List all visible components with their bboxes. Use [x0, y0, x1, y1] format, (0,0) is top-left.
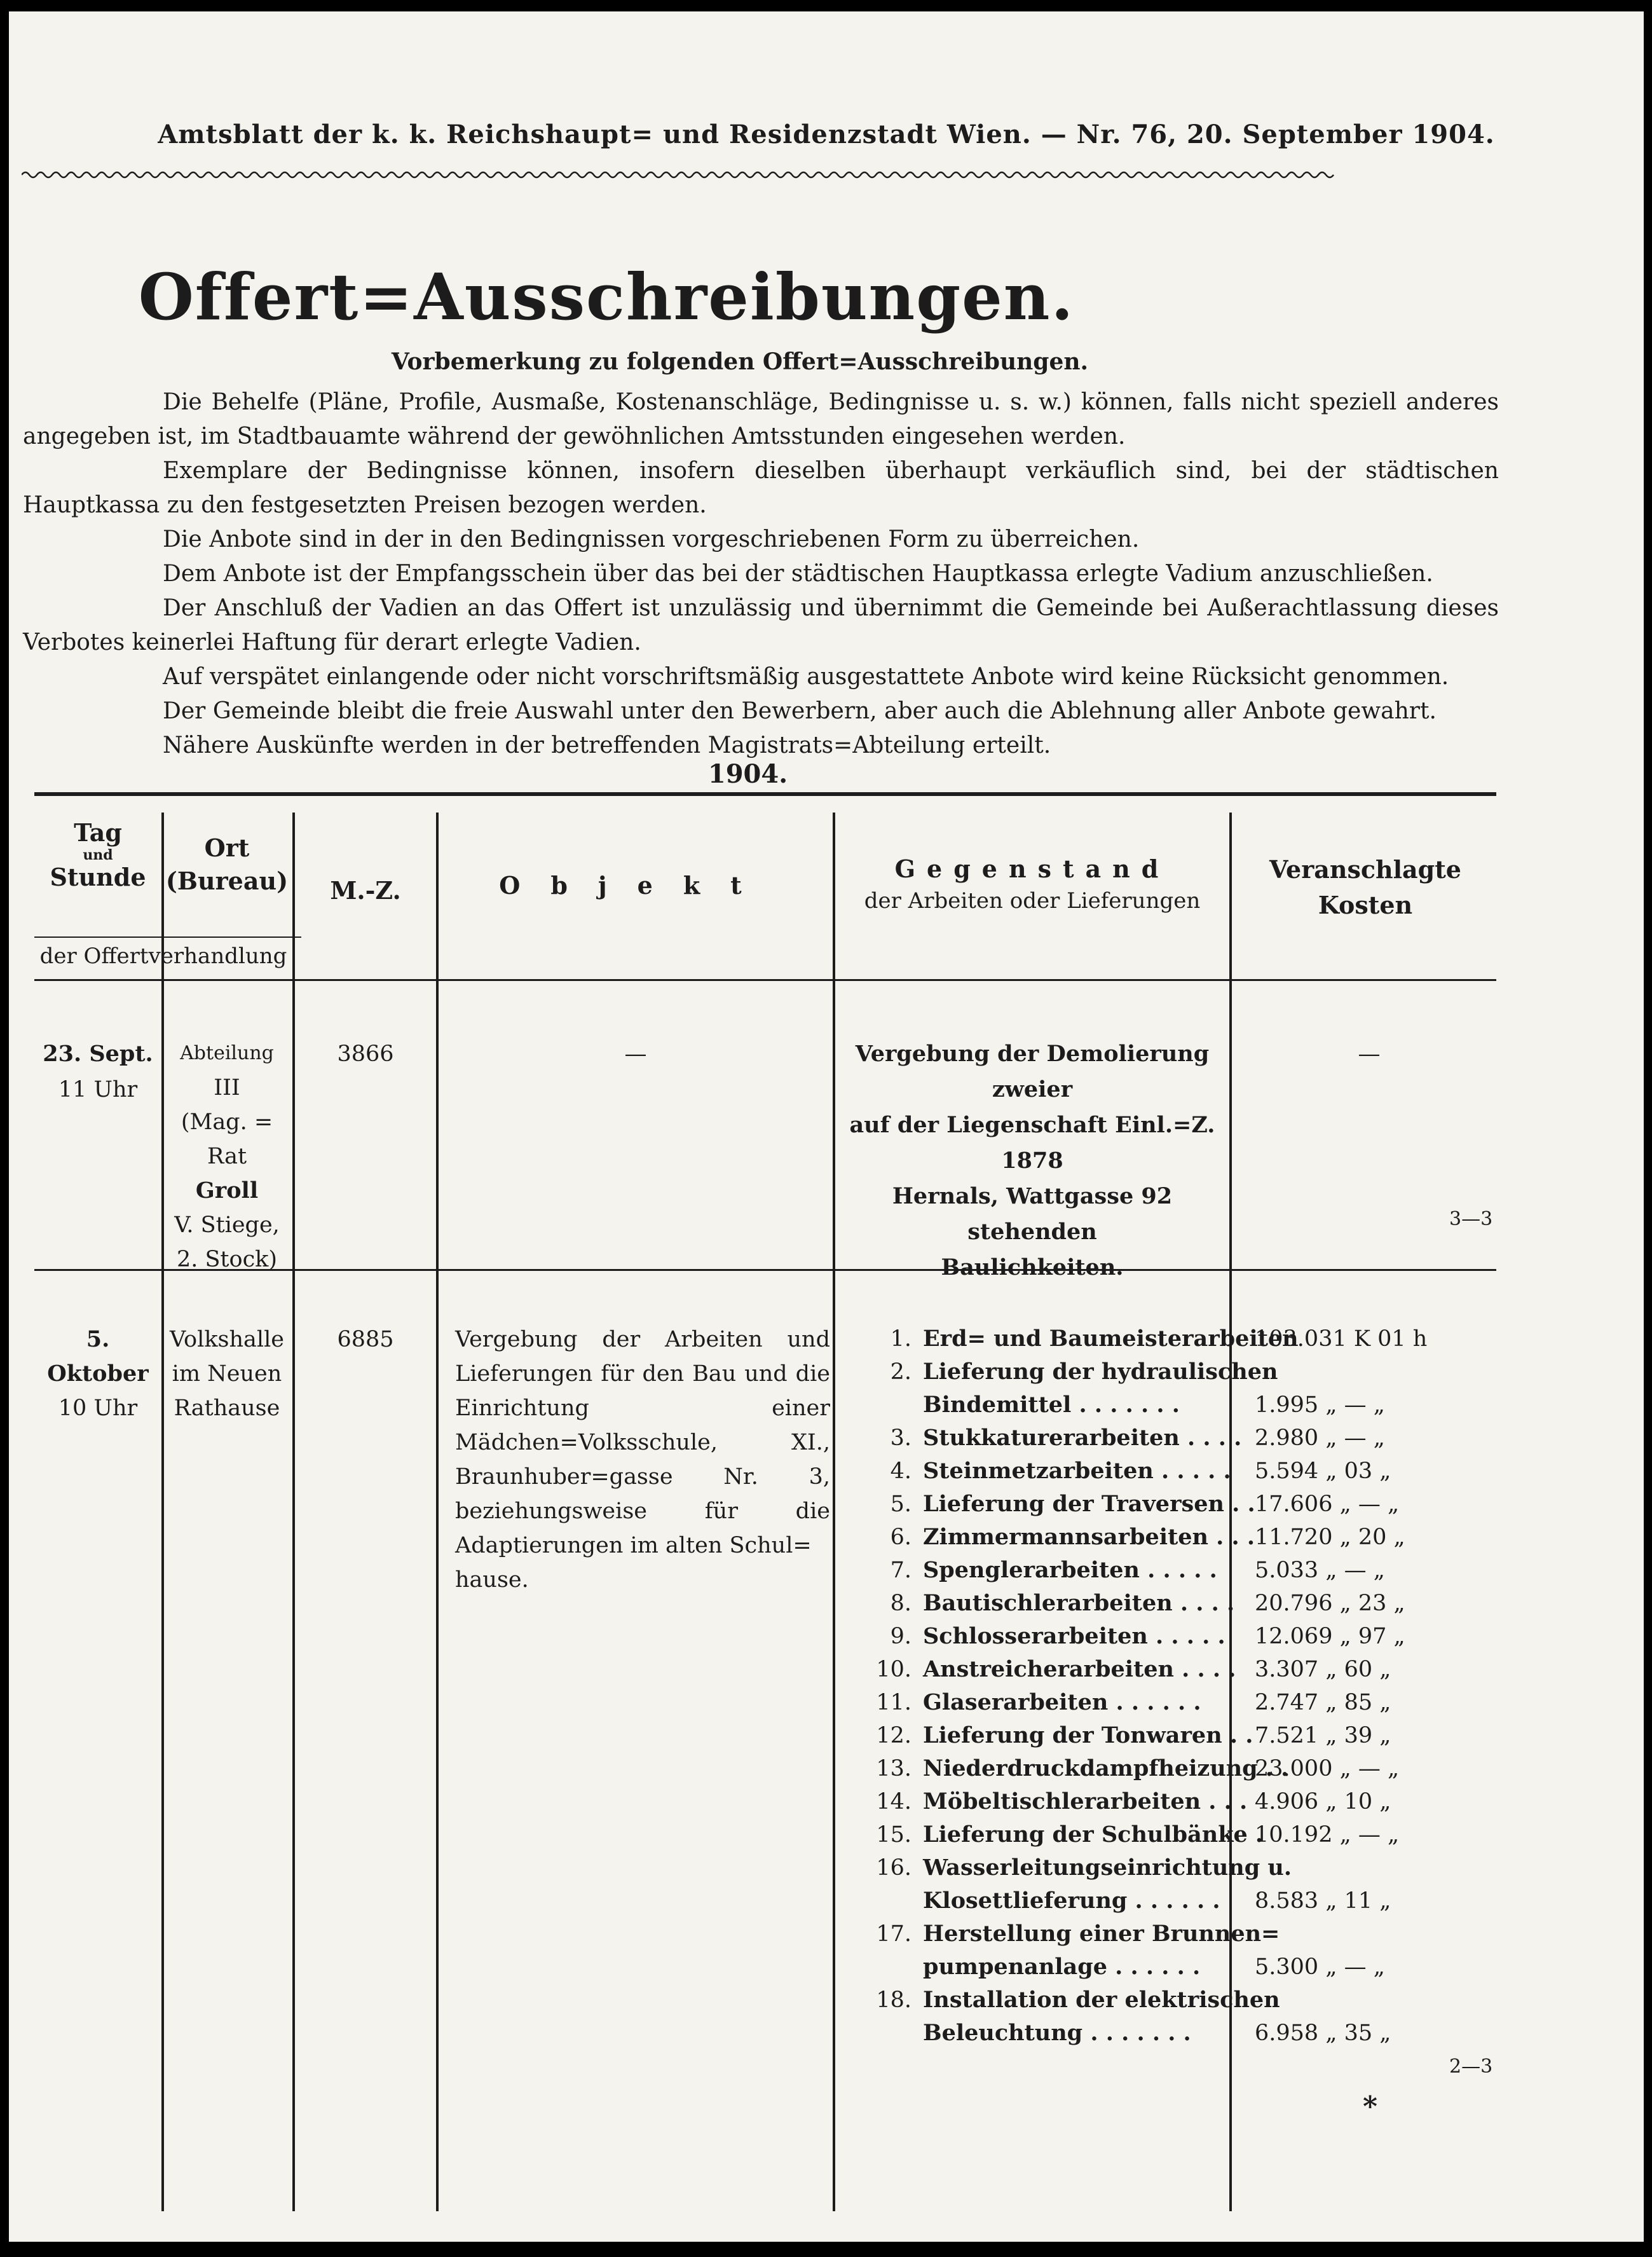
item-cost: 10.192 „ — „ — [1255, 1822, 1400, 1848]
entry1-ort-line: Groll — [195, 1177, 259, 1204]
entry2-objekt-text: Vergebung der Arbeiten und Lieferungen für den Bau und die Einrichtung einer Mädchen=Volksschule, XI., Braunhuber=gasse Nr. 3, beziehungsweise für die Adaptierungen im alten Schul= — [455, 1327, 830, 1558]
item-cost: 23.000 „ — „ — [1255, 1756, 1400, 1781]
item-text: Spenglerarbeiten . . . . . — [923, 1557, 1217, 1583]
item-number: 1. — [890, 1326, 911, 1352]
item-cost: 12.069 „ 97 „ — [1255, 1624, 1405, 1649]
column-rule — [436, 813, 439, 2211]
list-item — [848, 1686, 1623, 1719]
note-paragraph: Die Anbote sind in der in den Bedingnissen vorgeschriebenen Form zu überreichen. — [163, 526, 1140, 552]
item-cost: 17.606 „ — „ — [1255, 1492, 1400, 1517]
item-cost: 4.906 „ 10 „ — [1255, 1789, 1391, 1815]
header-tag-stunde — [34, 819, 161, 891]
list-item — [848, 1521, 1623, 1554]
item-number: 10. — [876, 1657, 911, 1682]
note-paragraph: Exemplare der Bedingnisse können, insofern dieselben überhaupt verkäuflich sind, bei der städtischen Hauptkassa zu den festgesetzten Preisen bezogen werden. — [23, 458, 1499, 518]
header-gegenstand-label: Gegenstand — [894, 854, 1170, 883]
note-paragraph: Der Anschluß der Vadien an das Offert ist unzulässig und übernimmt die Gemeinde bei Außerachtlassung dieses Verbotes keinerlei Haftung für derart erlegte Vadien. — [23, 595, 1499, 655]
item-text: Herstellung einer Brunnen= — [923, 1921, 1280, 1947]
entry1-gegenstand-line: Vergebung der Demolierung zweier — [855, 1041, 1210, 1102]
item-text: Lieferung der hydraulischen — [923, 1359, 1278, 1385]
year-heading: 1904. — [707, 759, 788, 789]
item-text: Bautischlerarbeiten . . . . — [923, 1590, 1235, 1616]
preliminary-notes — [23, 385, 1499, 763]
item-text: Glaserarbeiten . . . . . . — [923, 1689, 1201, 1715]
item-cost: 20.796 „ 23 „ — [1255, 1591, 1405, 1616]
item-text: Möbeltischlerarbeiten . . . — [923, 1788, 1248, 1815]
subtitle: Vorbemerkung zu folgenden Offert=Ausschreibungen. — [391, 348, 1089, 375]
entry2-items — [848, 1322, 1623, 2050]
item-number: 7. — [890, 1558, 911, 1583]
entry1-objekt: — — [624, 1041, 647, 1067]
entry2-date — [34, 1322, 161, 1425]
item-text: Installation der elektrischen — [923, 1987, 1280, 2013]
item-number: 9. — [890, 1624, 911, 1649]
note-paragraph: Auf verspätet einlangende oder nicht vorschriftsmäßig ausgestattete Anbote wird keine Rücksicht genommen. — [163, 664, 1449, 690]
entry1-gegenstand-line: Baulichkeiten. — [941, 1254, 1124, 1280]
item-number: 2. — [890, 1359, 911, 1385]
list-item — [848, 2017, 1623, 2050]
page-header: Amtsblatt der k. k. Reichshaupt= und Residenzstadt Wien. — Nr. 76, 20. September 1904. — [158, 120, 1495, 149]
list-item — [848, 1785, 1623, 1818]
item-number: 13. — [876, 1756, 911, 1781]
header-tag: Tag — [74, 818, 122, 847]
item-number: 16. — [876, 1855, 911, 1881]
item-number: 14. — [876, 1789, 911, 1815]
item-number: 15. — [876, 1822, 911, 1848]
entry1-date-text: 23. Sept. — [43, 1041, 153, 1067]
entry1-ref: 3—3 — [1449, 1208, 1493, 1230]
entry1-ort-line: (Mag. = Rat — [181, 1109, 273, 1169]
item-cost: 5.594 „ 03 „ — [1255, 1458, 1391, 1484]
header-mz: M.-Z. — [330, 876, 401, 905]
list-item — [848, 1719, 1623, 1752]
list-item — [848, 1951, 1623, 1984]
list-item — [848, 1884, 1623, 1917]
header-kosten-2: Kosten — [1318, 891, 1413, 919]
list-item — [848, 1322, 1623, 1355]
item-cost: 7.521 „ 39 „ — [1255, 1723, 1391, 1748]
item-number: 12. — [876, 1723, 911, 1748]
item-cost: 103.031 K 01 h — [1255, 1326, 1428, 1352]
header-bureau: (Bureau) — [165, 867, 289, 895]
entry2-mz: 6885 — [337, 1327, 394, 1352]
item-number: 5. — [890, 1492, 911, 1517]
item-text: Zimmermannsarbeiten . . . — [923, 1524, 1255, 1550]
entry2-objekt — [455, 1322, 830, 1597]
list-item — [848, 1917, 1623, 1951]
item-number: 4. — [890, 1458, 911, 1484]
item-text: Lieferung der Schulbänke . — [923, 1821, 1264, 1848]
item-text: Niederdruckdampfheizung . . — [923, 1755, 1289, 1781]
item-text: Lieferung der Tonwaren . . — [923, 1722, 1253, 1748]
item-text: Schlosserarbeiten . . . . . — [923, 1623, 1225, 1649]
entry1-kosten: — — [1358, 1041, 1381, 1067]
entry1-time: 11 Uhr — [58, 1077, 138, 1102]
list-item — [848, 1752, 1623, 1785]
item-number: 8. — [890, 1591, 911, 1616]
header-ort — [161, 832, 292, 898]
item-text: Steinmetzarbeiten . . . . . — [923, 1458, 1231, 1484]
list-item — [848, 1488, 1623, 1521]
list-item — [848, 1818, 1623, 1851]
header-kosten — [1232, 852, 1499, 923]
item-number: 17. — [876, 1921, 911, 1947]
item-text: Wasserleitungseinrichtung u. — [923, 1855, 1292, 1881]
item-cost: 2.747 „ 85 „ — [1255, 1690, 1391, 1715]
item-cost: 5.300 „ — „ — [1255, 1954, 1385, 1980]
item-cost: 11.720 „ 20 „ — [1255, 1525, 1405, 1550]
entry1-gegenstand-line: Hernals, Wattgasse 92 stehenden — [892, 1183, 1173, 1245]
header-ort-label: Ort — [204, 834, 250, 862]
page-title: Offert=Ausschreibungen. — [138, 259, 1075, 334]
entry1-date — [34, 1036, 161, 1108]
note-paragraph: Nähere Auskünfte werden in der betreffenden Magistrats=Abteilung erteilt. — [163, 732, 1051, 758]
header-gegenstand — [835, 852, 1229, 916]
list-item — [848, 1455, 1623, 1488]
list-item — [848, 1653, 1623, 1686]
entry2-ort-line: Rathause — [174, 1396, 280, 1421]
header-kosten-1: Veranschlagte — [1269, 855, 1461, 884]
item-text: Klosettlieferung . . . . . . — [923, 1888, 1220, 1914]
table-top-rule — [34, 792, 1496, 796]
header-objekt: Objekt — [499, 871, 772, 900]
item-number: 6. — [890, 1525, 911, 1550]
entry1-gegenstand — [835, 1036, 1229, 1286]
list-item — [848, 1355, 1623, 1389]
item-number: 3. — [890, 1425, 911, 1451]
entry1-ort-line: V. Stiege, — [174, 1212, 280, 1238]
newspaper-page — [9, 11, 1644, 2242]
entry1-gegenstand-line: auf der Liegenschaft Einl.=Z. 1878 — [849, 1112, 1215, 1174]
list-item — [848, 1587, 1623, 1620]
item-text: Lieferung der Traversen . . — [923, 1491, 1255, 1517]
item-cost: 6.958 „ 35 „ — [1255, 2020, 1391, 2046]
list-item — [848, 1851, 1623, 1884]
item-number: 11. — [876, 1690, 911, 1715]
item-text: Erd= und Baumeisterarbeiten — [923, 1326, 1299, 1352]
column-rule — [292, 813, 295, 2211]
entry2-date-text: 5. Oktober — [47, 1326, 149, 1387]
entry1-ort-line: Abteilung — [180, 1042, 274, 1064]
item-cost: 3.307 „ 60 „ — [1255, 1657, 1391, 1682]
item-text: Anstreicherarbeiten . . . . — [923, 1656, 1236, 1682]
item-text: pumpenanlage . . . . . . — [923, 1954, 1201, 1980]
header-offertverhandlung: der Offertverhandlung — [39, 943, 287, 969]
note-paragraph: Die Behelfe (Pläne, Profile, Ausmaße, Kostenanschläge, Bedingnisse u. s. w.) können, falls nicht speziell anderes angegeben ist, im Stadtbauamte während der gewöhnlichen Amtsstunden eingesehen werden. — [23, 389, 1499, 449]
wavy-rule — [22, 167, 1509, 182]
item-cost: 1.995 „ — „ — [1255, 1392, 1385, 1418]
entry2-ort — [161, 1322, 292, 1425]
list-item — [848, 1554, 1623, 1587]
header-stunde: Stunde — [50, 863, 146, 891]
item-text: Bindemittel . . . . . . . — [923, 1392, 1180, 1418]
entry2-ref: 2—3 — [1449, 2055, 1493, 2078]
item-number: 18. — [876, 1987, 911, 2013]
item-cost: 5.033 „ — „ — [1255, 1558, 1385, 1583]
table-subheader-rule — [34, 936, 301, 938]
entry1-ort-line: III — [214, 1075, 240, 1101]
footer-mark: * — [1363, 2090, 1378, 2123]
column-rule — [833, 813, 835, 2211]
note-paragraph: Dem Anbote ist der Empfangsschein über das bei der städtischen Hauptkassa erlegte Vadium anzuschließen. — [163, 561, 1433, 587]
note-paragraph: Der Gemeinde bleibt die freie Auswahl unter den Bewerbern, aber auch die Ablehnung aller Anbote gewahrt. — [163, 698, 1437, 724]
entry2-objekt-last: hause. — [455, 1567, 529, 1593]
list-item — [848, 1389, 1623, 1422]
list-item — [848, 1422, 1623, 1455]
item-cost: 8.583 „ 11 „ — [1255, 1888, 1391, 1914]
table-header-rule — [34, 979, 1496, 981]
header-gegenstand-sub: der Arbeiten oder Lieferungen — [864, 888, 1201, 914]
item-cost: 2.980 „ — „ — [1255, 1425, 1385, 1451]
list-item — [848, 1620, 1623, 1653]
column-rule — [161, 813, 164, 2211]
item-text: Stukkaturerarbeiten . . . . — [923, 1425, 1242, 1451]
entry1-mz: 3866 — [337, 1041, 394, 1067]
item-text: Beleuchtung . . . . . . . — [923, 2020, 1191, 2046]
entry2-time: 10 Uhr — [58, 1396, 138, 1421]
entry2-ort-line: im Neuen — [172, 1361, 282, 1387]
list-item — [848, 1984, 1623, 2017]
entry1-ort — [161, 1036, 292, 1277]
entry2-ort-line: Volkshalle — [169, 1327, 284, 1352]
entry1-ort-line: 2. Stock) — [176, 1247, 278, 1272]
header-und: und — [83, 847, 113, 863]
